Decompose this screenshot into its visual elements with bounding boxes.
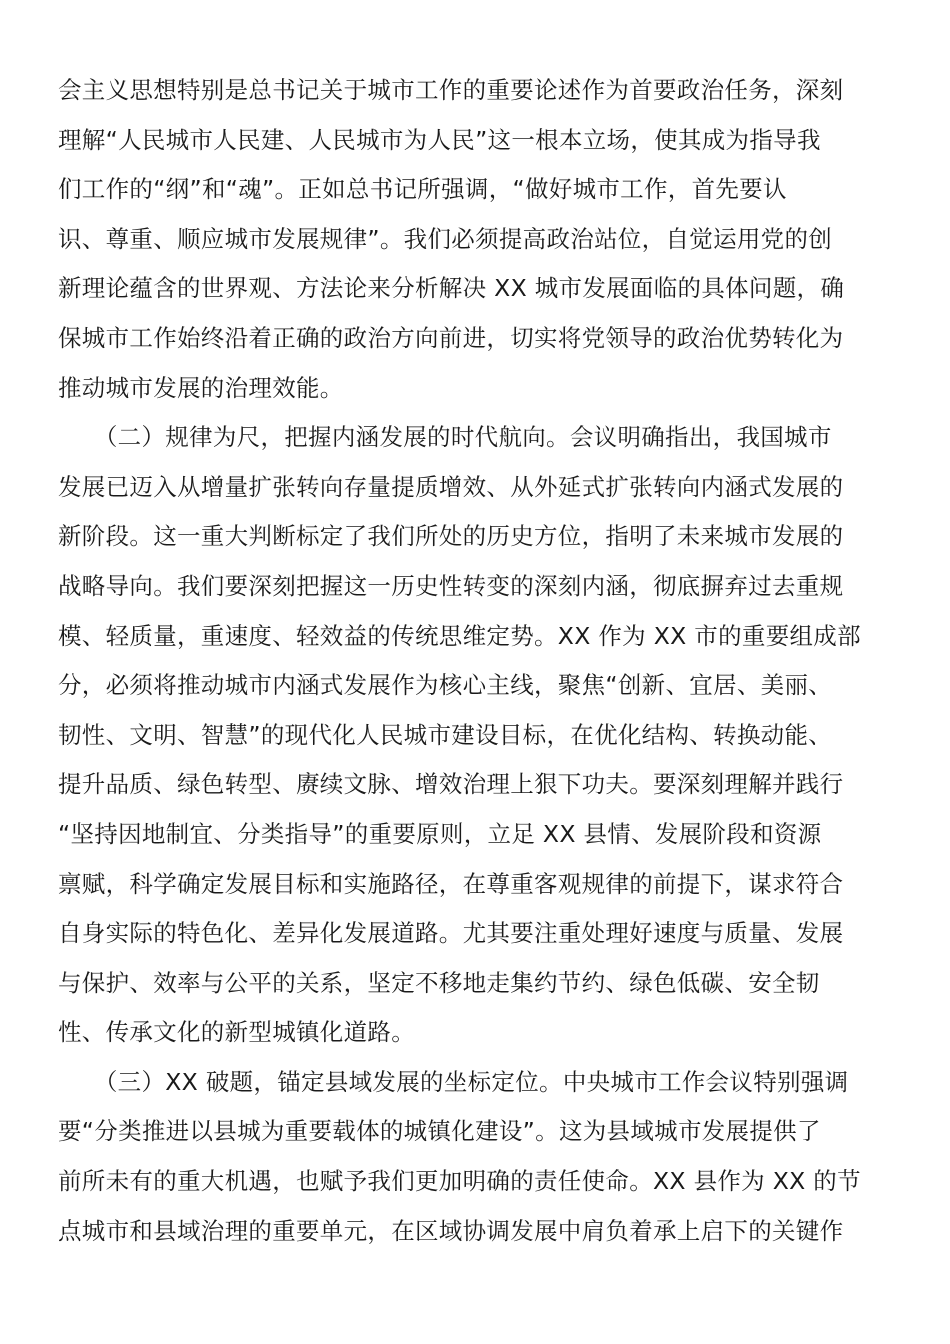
section-heading-line: （二）规律为尺，把握内涵发展的时代航向。会议明确指出，我国城市: [58, 423, 832, 452]
section-heading-line: （三）XX 破题，锚定县域发展的坐标定位。中央城市工作会议特别强调: [58, 1067, 849, 1096]
text-line: 点城市和县域治理的重要单元，在区域协调发展中肩负着承上启下的关键作: [58, 1216, 844, 1245]
text-line: 战略导向。我们要深刻把握这一历史性转变的深刻内涵，彻底摒弃过去重规: [58, 571, 844, 600]
text-line: 自身实际的特色化、差异化发展道路。尤其要注重处理好速度与质量、发展: [58, 919, 844, 948]
text-line: 新理论蕴含的世界观、方法论来分析解决 XX 城市发展面临的具体问题，确: [58, 274, 845, 303]
text-line: 新阶段。这一重大判断标定了我们所处的历史方位，指明了未来城市发展的: [58, 522, 844, 551]
text-line: 会主义思想特别是总书记关于城市工作的重要论述作为首要政治任务，深刻: [58, 76, 844, 104]
text-line: 分，必须将推动城市内涵式发展作为核心主线，聚焦“创新、宜居、美丽、: [58, 671, 833, 700]
text-line: 保城市工作始终沿着正确的政治方向前进，切实将党领导的政治优势转化为: [58, 323, 844, 352]
text-line: 模、轻质量，重速度、轻效益的传统思维定势。XX 作为 XX 市的重要组成部: [58, 621, 861, 650]
text-line: “坚持因地制宜、分类指导”的重要原则，立足 XX 县情、发展阶段和资源: [58, 819, 822, 848]
text-line: 禀赋，科学确定发展目标和实施路径，在尊重客观规律的前提下，谋求符合: [58, 869, 844, 898]
text-line: 发展已迈入从增量扩张转向存量提质增效、从外延式扩张转向内涵式发展的: [58, 472, 844, 501]
text-line: 前所未有的重大机遇，也赋予我们更加明确的责任使命。XX 县作为 XX 的节: [58, 1167, 861, 1196]
text-line: 们工作的“纲”和“魂”。正如总书记所强调，“做好城市工作，首先要认: [58, 175, 787, 204]
text-line: 与保护、效率与公平的关系，坚定不移地走集约节约、绿色低碳、安全韧: [58, 968, 820, 997]
text-line: 识、尊重、顺应城市发展规律”。我们必须提高政治站位，自觉运用党的创: [58, 224, 833, 253]
document-page: [58, 66, 892, 1256]
text-line: 理解“人民城市人民建、人民城市为人民”这一根本立场，使其成为指导我: [58, 125, 821, 154]
text-line: 提升品质、绿色转型、赓续文脉、增效治理上狠下功夫。要深刻理解并践行: [58, 770, 844, 799]
text-line: 性、传承文化的新型城镇化道路。: [58, 1018, 415, 1047]
text-line: 推动城市发展的治理效能。: [58, 373, 344, 402]
text-line: 韧性、文明、智慧”的现代化人民城市建设目标，在优化结构、转换动能、: [58, 720, 833, 749]
text-line: 要“分类推进以县城为重要载体的城镇化建设”。这为县域城市发展提供了: [58, 1117, 821, 1146]
